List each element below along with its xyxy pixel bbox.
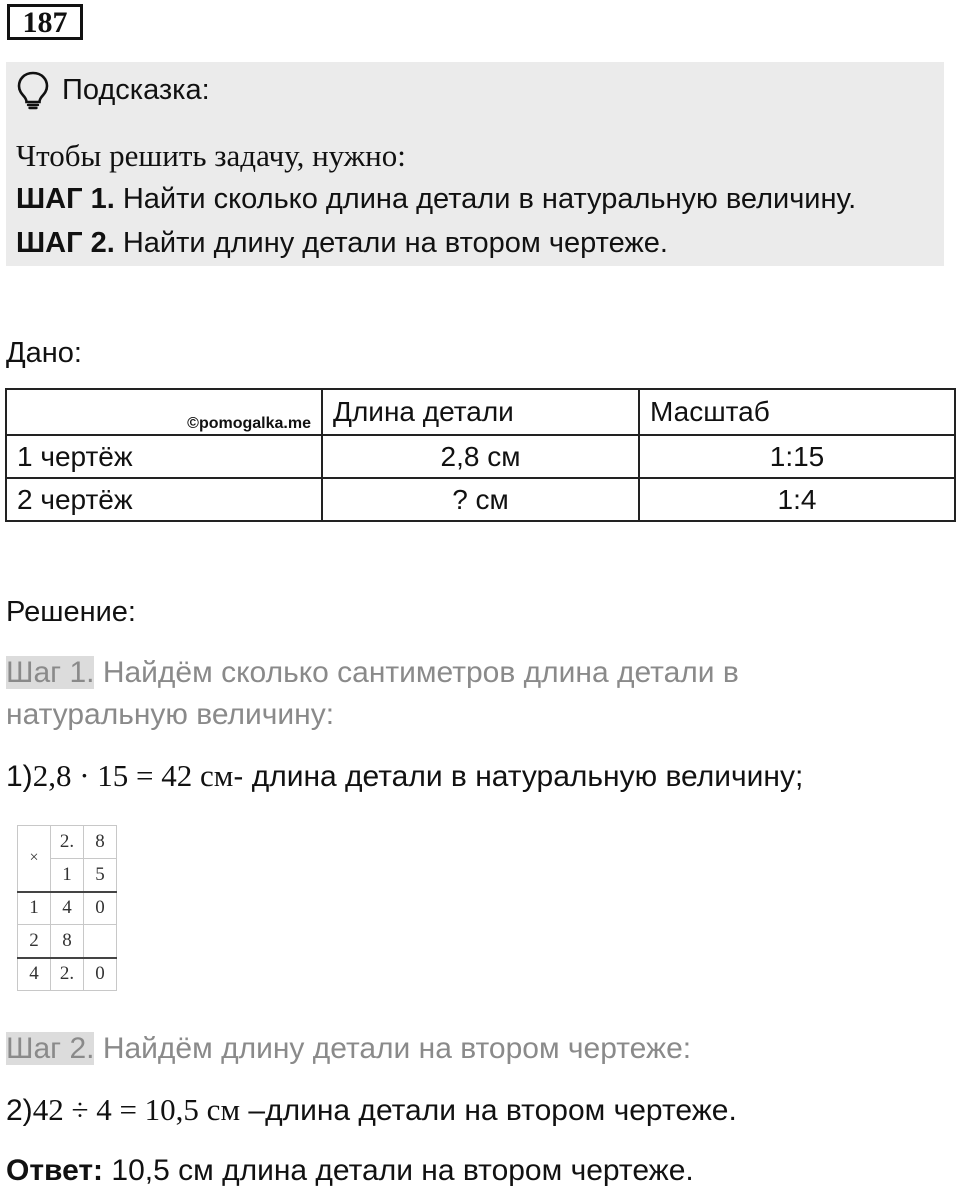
column-header-length: Длина детали	[322, 389, 639, 435]
mult-cell: 2.	[51, 826, 84, 859]
calc-1-prefix: 1)	[6, 760, 33, 793]
lightbulb-icon	[16, 70, 50, 110]
given-heading: Дано:	[6, 337, 82, 369]
mult-cell: 4	[18, 958, 51, 991]
row-scale: 1:15	[639, 435, 955, 478]
solution-heading: Решение:	[6, 596, 136, 628]
mult-cell: 2.	[51, 958, 84, 991]
solution-step-2	[6, 1028, 906, 1070]
calc-2-text: –длина детали на втором чертеже.	[240, 1094, 737, 1127]
table-row	[6, 435, 955, 478]
answer-text: 10,5 см длина детали на втором чертеже.	[103, 1154, 694, 1187]
row-scale: 1:4	[639, 478, 955, 521]
hint-title: Подсказка:	[62, 74, 210, 106]
mult-cell	[84, 925, 117, 958]
mult-cell: 8	[84, 826, 117, 859]
row-name: 1 чертёж	[6, 435, 322, 478]
mult-cell: 8	[51, 925, 84, 958]
step-2-label: Шаг 2.	[6, 1032, 95, 1065]
calc-2-prefix: 2)	[6, 1094, 33, 1127]
hint-intro: Чтобы решить задачу, нужно:	[16, 138, 406, 173]
calculation-2	[6, 1090, 737, 1131]
mult-row	[18, 892, 117, 925]
table-row	[6, 478, 955, 521]
problem-number: 187	[7, 4, 83, 40]
calculation-1	[6, 756, 803, 797]
mult-cell: 1	[18, 892, 51, 925]
row-length: ? см	[322, 478, 639, 521]
step-1-label: Шаг 1.	[6, 656, 95, 689]
row-name: 2 чертёж	[6, 478, 322, 521]
calc-1-expression: 2,8 · 15 = 42 см	[32, 758, 234, 793]
calc-1-text: - длина детали в натуральную величину;	[233, 760, 804, 793]
mult-row	[18, 958, 117, 991]
mult-cell: 4	[51, 892, 84, 925]
hint-step-1-label: ШАГ 1.	[16, 183, 115, 215]
hint-step-2	[16, 225, 668, 261]
mult-cell: 0	[84, 958, 117, 991]
mult-row	[18, 826, 117, 859]
hint-step-1-text: Найти сколько длина детали в натуральную величину.	[114, 183, 857, 215]
solution-step-1	[6, 652, 906, 736]
mult-cell: 2	[18, 925, 51, 958]
column-multiplication	[17, 825, 117, 991]
table-header-row	[6, 389, 955, 435]
mult-row	[18, 925, 117, 958]
column-header-scale: Масштаб	[639, 389, 955, 435]
hint-step-2-label: ШАГ 2.	[16, 227, 115, 259]
multiply-sign: ×	[18, 826, 51, 892]
step-2-text: Найдём длину детали на втором чертеже:	[94, 1032, 692, 1065]
step-1-text: Найдём сколько сантиметров длина детали в натуральную величину:	[6, 656, 739, 731]
hint-step-1	[16, 181, 856, 217]
row-length: 2,8 см	[322, 435, 639, 478]
calc-2-expression: 42 ÷ 4 = 10,5 см	[32, 1092, 241, 1127]
mult-cell: 1	[51, 859, 84, 892]
mult-cell: 5	[84, 859, 117, 892]
answer-label: Ответ:	[6, 1154, 104, 1187]
watermark: ©pomogalka.me	[6, 389, 322, 435]
answer	[6, 1152, 694, 1190]
mult-cell: 0	[84, 892, 117, 925]
given-table	[5, 388, 956, 522]
hint-step-2-text: Найти длину детали на втором чертеже.	[114, 227, 668, 259]
